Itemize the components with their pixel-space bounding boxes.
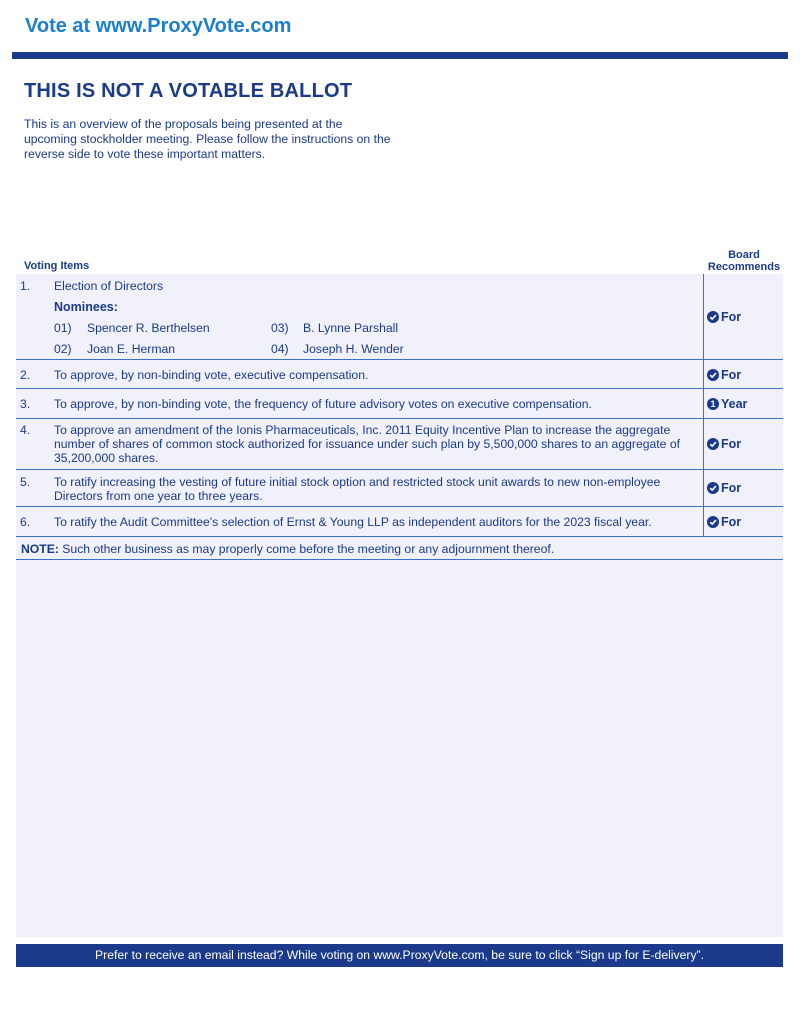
item-text: To approve, by non-binding vote, executive compensation. [54, 368, 369, 382]
recommendation-item-3 [707, 397, 747, 411]
recommendation-label: Year [721, 397, 748, 411]
proxyvote-link[interactable]: Vote at www.ProxyVote.com [25, 15, 292, 37]
header-divider-bar [12, 52, 788, 59]
item-text: To ratify the Audit Committee's selection of Ernst & Young LLP as independent auditors for the 2023 fiscal year. [54, 515, 652, 529]
note-label: NOTE: [21, 542, 59, 556]
recommendation-item-5 [707, 481, 741, 495]
page-title: THIS IS NOT A VOTABLE BALLOT [24, 80, 353, 102]
nominee-number: 04) [271, 342, 289, 356]
nominee-name: Spencer R. Berthelsen [87, 321, 210, 335]
item-text: To approve, by non-binding vote, the frequency of future advisory votes on executive compensation. [54, 397, 592, 411]
recommendation-label: For [721, 437, 742, 451]
nominees-label: Nominees: [54, 300, 118, 314]
item-text: To ratify increasing the vesting of future initial stock option and restricted stock unit awards to new non-employee Directors from one year to three years. [54, 475, 661, 503]
item-number: 4. [20, 423, 31, 437]
item-number: 3. [20, 397, 31, 411]
nominee-number: 01) [54, 321, 72, 335]
edelivery-footer-banner: Prefer to receive an email instead? While voting on www.ProxyVote.com, be sure to click “Sign up for E-delivery”. [16, 944, 783, 967]
item-number: 1. [20, 279, 31, 293]
check-circle-icon [707, 482, 719, 494]
nominee-name: Joseph H. Wender [303, 342, 404, 356]
nominee-name: Joan E. Herman [87, 342, 176, 356]
check-circle-icon [707, 369, 719, 381]
item-number: 5. [20, 475, 31, 489]
number-one-circle-icon [707, 398, 719, 410]
voting-item-row-2 [16, 360, 783, 389]
item-number: 6. [20, 515, 31, 529]
voting-item-row-4 [16, 419, 783, 470]
check-circle-icon [707, 516, 719, 528]
board-recommends-header [703, 249, 785, 273]
svg-text:1: 1 [710, 399, 716, 410]
board-header-line2: Recommends [707, 261, 781, 273]
check-circle-icon [707, 438, 719, 450]
note-body: Such other business as may properly come before the meeting or any adjournment thereof. [58, 542, 555, 556]
voting-items-header: Voting Items [24, 260, 90, 272]
item-number: 2. [20, 368, 31, 382]
voting-item-row-5 [16, 470, 783, 507]
nominee-name: B. Lynne Parshall [303, 321, 399, 335]
recommendation-item-4 [707, 437, 741, 451]
note-text [21, 542, 554, 556]
recommendation-label: For [721, 310, 742, 324]
recommendation-label: For [721, 368, 742, 382]
recommendation-item-1 [707, 310, 741, 324]
item-text: Election of Directors [54, 279, 164, 293]
recommendation-label: For [721, 481, 742, 495]
recommendation-item-2 [707, 368, 741, 382]
nominee-number: 03) [271, 321, 289, 335]
voting-item-row-3 [16, 389, 783, 419]
board-header-line1: Board [728, 249, 760, 261]
recommendation-label: For [721, 515, 742, 529]
recommendation-item-6 [707, 515, 741, 529]
intro-paragraph: This is an overview of the proposals being presented at the upcoming stockholder meeting. Please follow the instructions on the reverse side to vote these important matters. [24, 117, 391, 161]
voting-item-row-6 [16, 507, 783, 537]
item-text: To approve an amendment of the Ionis Pharmaceuticals, Inc. 2011 Equity Incentive Plan to increase the aggregate number of shares of common stock authorized for issuance under such plan by 5,500,000 shares to an aggregate of 35,200,000 shares. [54, 423, 681, 465]
check-circle-icon [707, 311, 719, 323]
recommendation-column-divider [703, 274, 704, 536]
nominee-number: 02) [54, 342, 72, 356]
